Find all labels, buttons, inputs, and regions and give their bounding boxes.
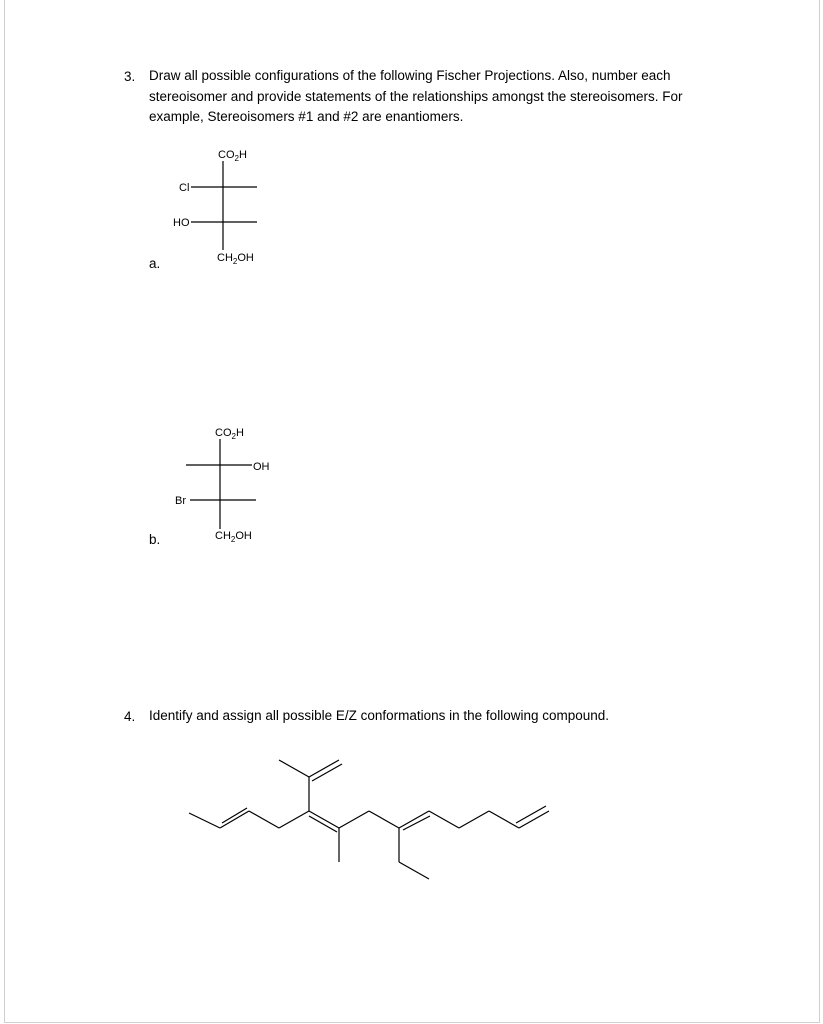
molecule-bond-c1-c2 (189, 813, 220, 828)
molecule-bond-c2-c3 (220, 811, 249, 828)
fischer-b-upper-right-group: OH (253, 461, 270, 473)
molecule-bond-c10-c11 (429, 811, 459, 828)
molecule-bond-c7-c8 (339, 811, 369, 828)
question-3-line-3: example, Stereoisomers #1 and #2 are enantiomers. (149, 109, 464, 124)
molecule-bond-c11-c12 (459, 811, 489, 828)
molecule-bond-c12-c13 (489, 811, 519, 828)
fischer-b-top-group: $CO_2H$ (215, 427, 244, 441)
part-a-label: a. (149, 256, 161, 271)
molecule-bond-c6-methyl (279, 760, 309, 777)
fischer-b-bottom-group: $CH_2OH$ (215, 530, 252, 544)
part-b-label: b. (149, 532, 161, 547)
question-3-line-1: Draw all possible configurations of the following Fischer Projections. Also, number each (149, 68, 671, 83)
question-4-number: 4. (124, 709, 136, 724)
fischer-a-lower-left-group: HO (173, 217, 190, 229)
molecule-bond-c3-c4 (249, 811, 279, 828)
molecule-bond-c4-c5 (279, 811, 309, 828)
question-3-line-2: stereoisomer and provide statements of the relationships amongst the stereoisomers. For (149, 88, 683, 104)
fischer-a-bottom-group: $CH_2OH$ (217, 252, 254, 266)
fischer-a-upper-left-group: Cl (179, 182, 190, 194)
molecule-bond-c13-c14 (519, 811, 549, 828)
molecule-bond-c13-c14-double (516, 806, 546, 823)
fischer-a-top-group: $CO_2H$ (218, 149, 247, 163)
question-4-text: Identify and assign all possible E/Z conformations in the following compound. (149, 708, 610, 723)
question-3-number: 3. (124, 69, 136, 84)
fischer-b-lower-left-group: Br (175, 495, 186, 507)
molecule-bond-c2-c3-double (222, 808, 247, 823)
molecule-bond-c8-c9 (369, 811, 399, 828)
molecule-bond-c5-c7 (309, 811, 339, 828)
molecule-bond-c9-ethyl-2 (399, 862, 429, 879)
